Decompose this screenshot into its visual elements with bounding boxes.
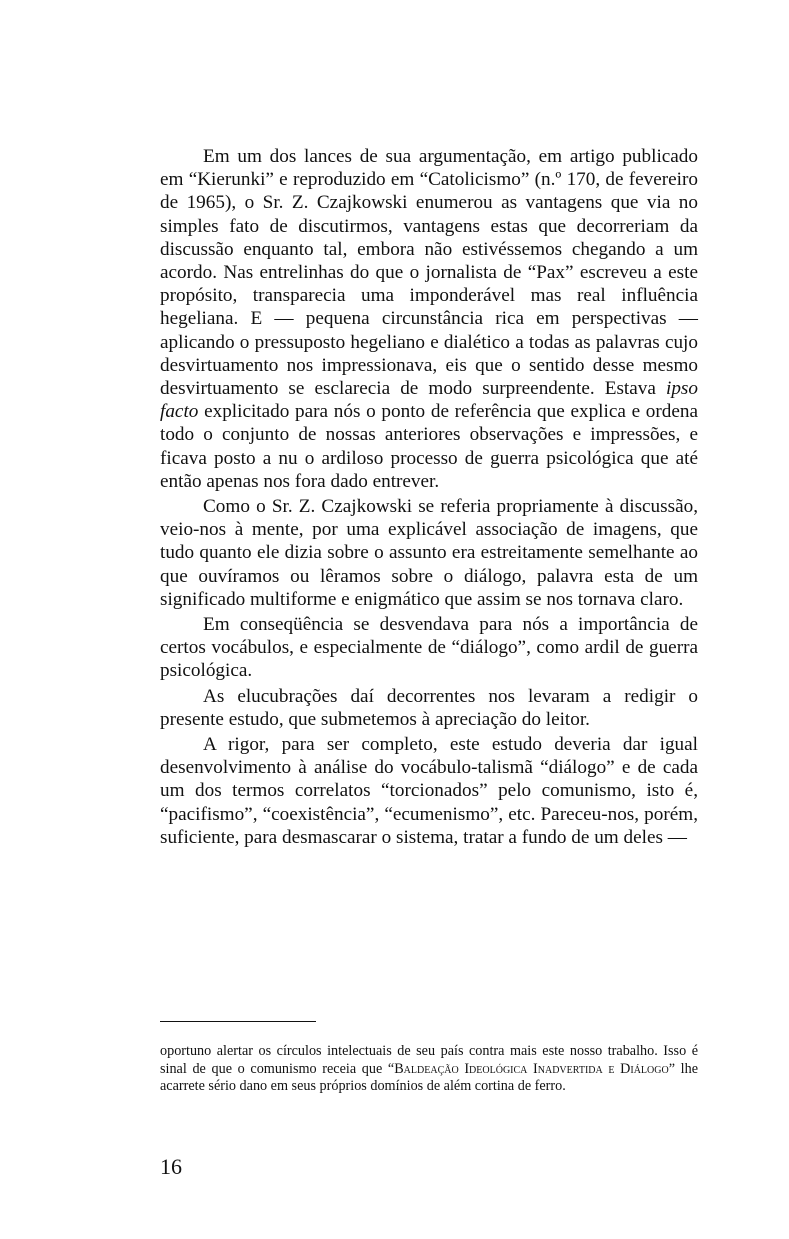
footnote-before: oportuno alertar os círculos intelectuais de seu país contra mais este nosso trabalho. Isso é sinal de que o comunismo receia que “ xyxy=(160,1043,698,1077)
latin-phrase: ipso facto xyxy=(160,378,698,423)
paragraph-1 xyxy=(160,145,698,493)
paragraph-4: As elucubrações daí decorrentes nos levaram a redigir o presente estudo, que submetemos à apreciação do leitor. xyxy=(160,685,698,730)
paragraph-1-after: explicitado para nós o ponto de referência que explica e ordena todo o conjunto de nossas anteriores observações e impressões, e ficava posto a nu o ardiloso processo de guerra psicológica que até então apenas nos fora dado entrever. xyxy=(160,401,698,492)
paragraph-2: Como o Sr. Z. Czajkowski se referia propriamente à discussão, veio-nos à mente, por uma explicável associação de imagens, que tudo quanto ele dizia sobre o assunto era estreitamente semelhante ao que ouvíramos ou lêramos sobre o diálogo, palavra esta de um significado multiforme e enigmático que assim se nos tornava claro. xyxy=(160,496,698,610)
paragraph-5: A rigor, para ser completo, este estudo deveria dar igual desenvolvimento à análise do vocábulo-talismã “diálogo” e de cada um dos termos correlatos “torcionados” pelo comunismo, isto é, “pacifismo”, “coexistência”, “ecumenismo”, etc. Pareceu-nos, porém, suficiente, para desmascarar o sistema, tratar a fundo de um deles — xyxy=(160,734,698,848)
paragraph-1-before: Em um dos lances de sua argumentação, em artigo publicado em “Kierunki” e reproduzido em “Catolicismo” (n.º 170, de fevereiro de 1965), o Sr. Z. Czajkowski enumerou as vantagens que via no simples fato de discutirmos, vantagens estas que decorreriam da discussão enquanto tal, embora não estivéssemos chegando a um acordo. Nas entrelinhas do que o jornalista de “Pax” escreveu a este propósito, transparecia uma imponderável mas real influência hegeliana. E — pequena circunstância rica em perspectivas — aplicando o pressuposto hegeliano e dialético a todas as palavras cujo desvirtuamento nos impressionava, eis que o sentido desse mesmo desvirtuamento se esclarecia de modo surpreendente. Estava xyxy=(160,146,698,400)
body-text xyxy=(160,145,698,849)
footnote-separator xyxy=(160,1021,316,1022)
book-page xyxy=(160,145,698,849)
paragraph-3: Em conseqüência se desvendava para nós a importância de certos vocábulos, e especialmente de “diálogo”, como ardil de guerra psicológica. xyxy=(160,614,698,682)
footnote-after: ” lhe acarrete sério dano em seus próprios domínios de além cortina de ferro. xyxy=(160,1060,699,1094)
page-number: 16 xyxy=(160,1154,182,1179)
footnote xyxy=(160,1043,698,1096)
footnote-title: Baldeação Ideológica Inadvertida e Diálogo xyxy=(394,1060,669,1077)
